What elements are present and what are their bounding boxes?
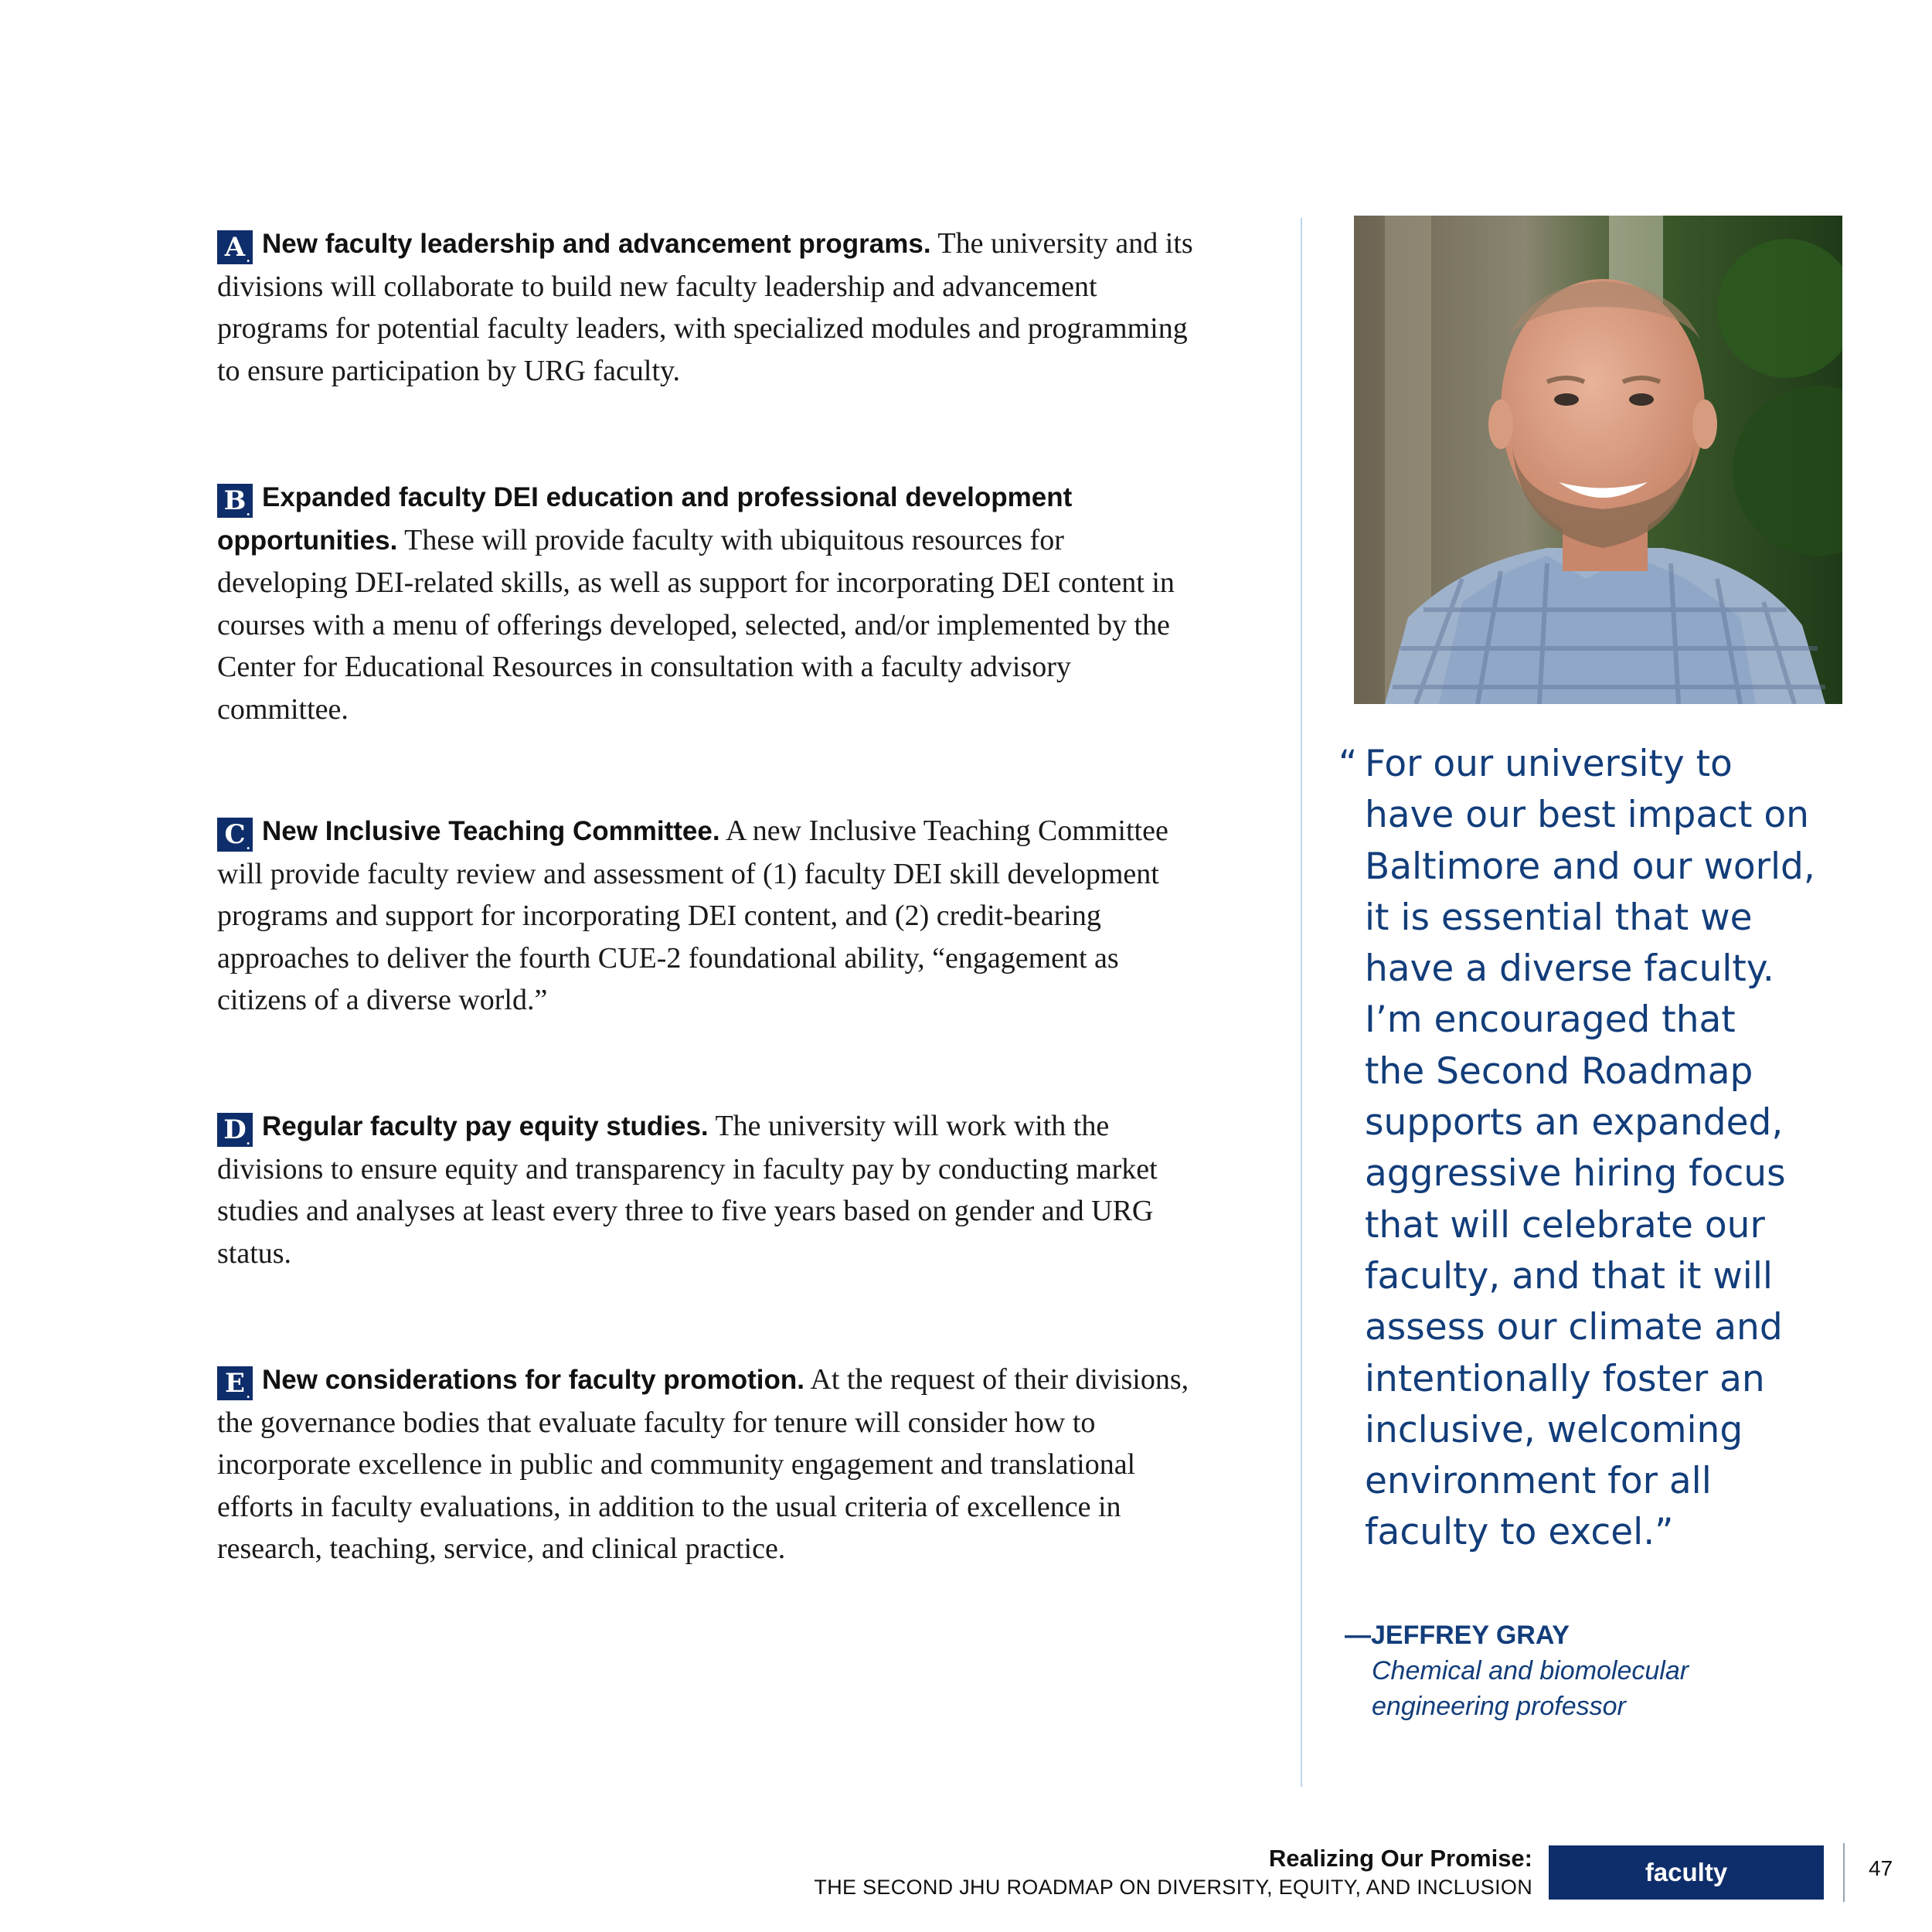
letter-badge-b: B . xyxy=(217,484,253,518)
portrait-photo xyxy=(1354,216,1842,704)
attribution-role-line-2: engineering professor xyxy=(1372,1692,1626,1721)
quote-line: it is essential that we xyxy=(1365,896,1753,939)
quote-line: faculty to excel.” xyxy=(1365,1511,1674,1554)
recommendation-e-body: At the request of their divisions, the governance bodies that evaluate faculty for tenure will consider how to incorporate excellence in public and community engagement and translational efforts in faculty evaluations, in addition to the usual criteria of excellence in research, teaching, service, and clinical practice. xyxy=(217,1363,1189,1565)
quote-attribution xyxy=(1345,1617,1689,1724)
recommendation-c-title: New Inclusive Teaching Committee. xyxy=(262,816,720,846)
page-number: 47 xyxy=(1869,1856,1893,1880)
quote-open-mark: “ xyxy=(1338,743,1358,785)
letter-badge-c: C . xyxy=(217,818,253,852)
recommendation-e xyxy=(217,1359,1199,1570)
column-divider xyxy=(1301,218,1302,1787)
footer-title: Realizing Our Promise: xyxy=(1268,1845,1532,1872)
quote-line: the Second Roadmap xyxy=(1365,1049,1753,1093)
quote-line: have our best impact on xyxy=(1365,794,1809,837)
recommendation-c xyxy=(217,810,1199,1022)
quote-line: intentionally foster an xyxy=(1365,1357,1765,1400)
recommendation-b xyxy=(217,476,1199,730)
quote-line: that will celebrate our xyxy=(1365,1203,1765,1247)
recommendation-b-title: Expanded faculty DEI education and professional development opportunities. xyxy=(217,482,1073,556)
attribution-name: —JEFFREY GRAY xyxy=(1345,1621,1570,1650)
recommendation-b-body: These will provide faculty with ubiquitous resources for developing DEI-related skills, as well as support for incorporating DEI content in courses with a menu of offerings developed, selected, and/or implemented by the Center for Educational Resources in consultation with a faculty advisory committee. xyxy=(217,523,1175,726)
quote-line: For our university to xyxy=(1365,743,1733,785)
recommendation-d-title: Regular faculty pay equity studies. xyxy=(262,1111,709,1141)
attribution-role-line-1: Chemical and biomolecular xyxy=(1372,1656,1689,1685)
quote-line: aggressive hiring focus xyxy=(1365,1152,1786,1196)
recommendation-a xyxy=(217,223,1199,392)
quote-line: faculty, and that it will xyxy=(1365,1254,1773,1298)
quote-line: supports an expanded, xyxy=(1365,1101,1784,1145)
quote-line: Baltimore and our world, xyxy=(1365,845,1815,888)
quote-line: assess our climate and xyxy=(1365,1306,1783,1349)
recommendation-d xyxy=(217,1105,1199,1274)
letter-badge-d: D . xyxy=(217,1113,253,1147)
recommendation-e-title: New considerations for faculty promotion. xyxy=(262,1365,805,1395)
quote-line: inclusive, welcoming xyxy=(1365,1408,1743,1451)
quote-line: environment for all xyxy=(1365,1460,1712,1503)
recommendation-a-title: New faculty leadership and advancement programs. xyxy=(262,229,931,259)
quote-line: I’m encouraged that xyxy=(1365,998,1736,1042)
section-tab-faculty: faculty xyxy=(1549,1845,1824,1900)
letter-badge-a: A . xyxy=(217,230,253,264)
footer-subtitle: THE SECOND JHU ROADMAP ON DIVERSITY, EQUITY, AND INCLUSION xyxy=(814,1876,1532,1899)
letter-badge-e: E . xyxy=(217,1366,253,1400)
recommendation-a-body: The university and its divisions will collaborate to build new faculty leadership and advancement programs for potential faculty leaders, with specialized modules and programming to ensure participation by URG faculty. xyxy=(217,227,1193,387)
quote-line: have a diverse faculty. xyxy=(1365,947,1774,991)
recommendation-c-body: A new Inclusive Teaching Committee will provide faculty review and assessment of (1) faculty DEI skill development programs and support for incorporating DEI content, and (2) credit-bearing approaches to deliver the fourth CUE-2 foundational ability, “engagement as citizens of a diverse world.” xyxy=(217,815,1168,1016)
pull-quote xyxy=(1338,739,1869,1559)
recommendation-d-body: The university will work with the divisions to ensure equity and transparency in faculty pay by conducting market studies and analyses at least every three to five years based on gender and URG status. xyxy=(217,1110,1158,1270)
footer-divider xyxy=(1843,1843,1845,1902)
footer-publication-title xyxy=(814,1844,1532,1901)
